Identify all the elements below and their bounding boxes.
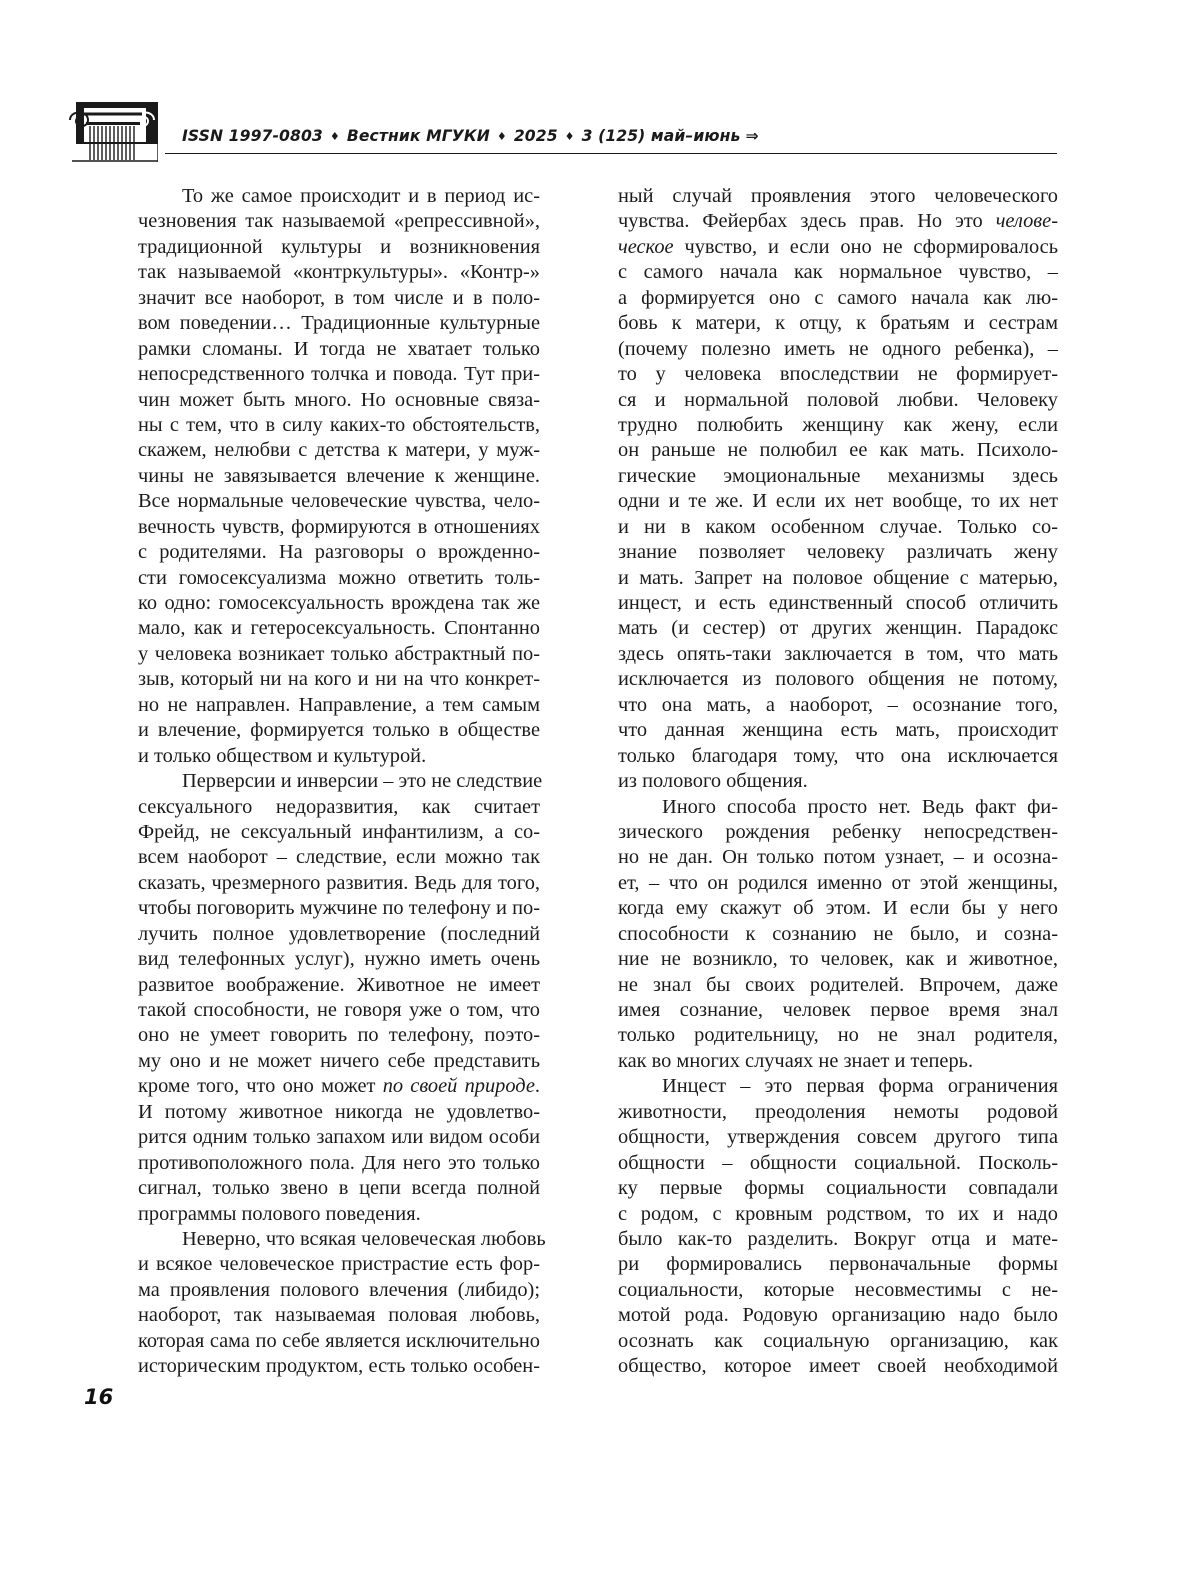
running-header: [182, 127, 759, 145]
text-line: трудно полюбить женщину как жену, если: [618, 413, 1058, 436]
text-line: ся и нормальной половой любви. Человеку: [618, 388, 1058, 411]
text-line: бовь к матери, к отцу, к братьям и сестрам: [618, 312, 1058, 335]
text-line: Фрейд, не сексуальный инфантилизм, а со-: [138, 820, 540, 843]
text-line: и ни в каком особенном случае. Только со-: [618, 515, 1058, 538]
text-line: инцест, и есть единственный способ отличить: [618, 592, 1058, 614]
text-line: Инцест – это первая форма ограничения: [662, 1075, 1058, 1098]
text-line: рится одним только запахом или видом особи: [138, 1126, 540, 1149]
text-line: ный случай проявления этого человеческого: [618, 185, 1058, 207]
text-line: сигнал, только звено в цепи всегда полной: [138, 1177, 540, 1200]
italic-text: по своей природе: [382, 1075, 535, 1098]
text-line: То же самое происходит и в период ис-: [182, 185, 540, 207]
separator-diamond: ♦: [564, 130, 575, 143]
text-line: историческим продуктом, есть только особен-: [138, 1355, 540, 1378]
text-line: но не направлен. Направление, а тем самым: [138, 693, 540, 716]
text-line: он раньше не полюбил ее как мать. Психоло-: [618, 439, 1058, 462]
text-line: животности, преодоления немоты родовой: [618, 1100, 1058, 1123]
text-line: социальности, которые несовместимы с не-: [618, 1278, 1058, 1301]
text-line: Перверсии и инверсии – это не следствие: [182, 770, 543, 793]
text-line: ческое чувство, и если оно не сформировалось: [618, 235, 1058, 258]
text-line: мать (и сестер) от других женщин. Парадокс: [618, 617, 1058, 640]
text-line: то у человека впоследствии не формирует-: [618, 363, 1058, 386]
text-line: ние не возникло, то человек, как и животное,: [618, 948, 1058, 971]
text-line: зического рождения ребенку непосредствен-: [618, 820, 1058, 843]
text-line: что она мать, а наоборот, – осознание того,: [618, 693, 1058, 716]
text-line: способности к сознанию не было, и созна-: [618, 922, 1058, 945]
page-number: 16: [84, 1385, 114, 1409]
header-rule: [165, 153, 1057, 154]
text-line: у человека возникает только абстрактный по-: [138, 642, 540, 665]
text-line: Все нормальные человеческие чувства, чело-: [138, 490, 540, 513]
issue: 3 (125) май–июнь: [581, 127, 741, 145]
text-line: (почему полезно иметь не одного ребенка), –: [618, 337, 1058, 360]
text-line: исключается из полового общения не потому,: [618, 668, 1058, 691]
text-line: здесь опять-таки заключается в том, что мать: [618, 642, 1058, 665]
text-line: с самого начала как нормальное чувство, –: [618, 261, 1058, 284]
text-line: чезновения так называемой «репрессивной»,: [138, 210, 540, 233]
text-line: лучить полное удовлетворение (последний: [138, 922, 540, 945]
text-line: когда ему скажут об этом. И если бы у него: [618, 897, 1058, 920]
text-line: мотой рода. Родовую организацию надо было: [618, 1304, 1058, 1327]
text-line: только благодаря тому, что она исключается: [618, 744, 1058, 767]
text-line: всем наоборот – следствие, если можно так: [138, 846, 540, 869]
text-line: чины не завязывается влечение к женщине.: [138, 464, 540, 487]
text-line: Неверно, что всякая человеческая любовь: [182, 1227, 546, 1250]
text-line: непосредственного толчка и повода. Тут при-: [138, 363, 540, 386]
text-line: традиционной культуры и возникновения: [138, 235, 540, 258]
text-line: чтобы поговорить мужчине по телефону и по-: [138, 897, 540, 920]
text-line: сти гомосексуализма можно ответить толь-: [138, 566, 540, 589]
italic-text: челове-: [995, 210, 1058, 233]
text-line: мало, как и гетеросексуальность. Спонтанно: [138, 617, 540, 640]
text-line: общности, утверждения совсем другого типа: [618, 1126, 1058, 1149]
text-line: кроме того, что оно может по своей природе.: [138, 1075, 541, 1098]
text-line: му оно и не может ничего себе представить: [138, 1049, 540, 1072]
text-line: чувства. Фейербах здесь прав. Но это челове-: [618, 210, 1058, 233]
text-line: Иного способа просто нет. Ведь факт фи-: [662, 795, 1058, 818]
text-line: ет, – что он родился именно от этой женщины,: [618, 871, 1058, 894]
journal-title: Вестник МГУКИ: [346, 127, 490, 145]
separator-diamond: ♦: [329, 130, 340, 143]
text-line: ны с тем, что в силу каких-то обстоятельств,: [138, 413, 540, 436]
text-line: с родом, с кровным родством, то их и надо: [618, 1202, 1058, 1225]
text-line: ма проявления полового влечения (либидо);: [138, 1278, 540, 1301]
text-line: значит все наоборот, в том числе и в поло-: [138, 286, 540, 309]
text-line: общество, которое имеет своей необходимой: [618, 1355, 1058, 1378]
text-line: и всякое человеческое пристрастие есть фор-: [138, 1253, 540, 1276]
year: 2025: [513, 127, 558, 145]
text-line: вом поведении… Традиционные культурные: [138, 312, 540, 335]
text-line: что данная женщина есть мать, происходит: [618, 719, 1058, 742]
text-line: противоположного пола. Для него это только: [138, 1151, 540, 1174]
text-line: одни и те же. И если их нет вообще, то их нет: [618, 490, 1058, 513]
text-line: и мать. Запрет на половое общение с матерью,: [618, 566, 1058, 589]
text-line: имея сознание, человек первое время знал: [618, 999, 1058, 1021]
text-line: гические эмоциональные механизмы здесь: [618, 464, 1058, 487]
left-text-column: [138, 184, 546, 1380]
text-line: ко одно: гомосексуальность врождена так же: [138, 592, 540, 614]
text-line: из полового общения.: [618, 770, 808, 793]
text-line: сказать, чрезмерного развития. Ведь для того,: [138, 871, 540, 894]
text-line: чин может быть много. Но основные связа-: [138, 388, 540, 411]
text-line: и влечение, формируется только в обществе: [138, 719, 540, 742]
text-line: такой способности, не говоря уже о том, что: [138, 999, 540, 1021]
right-text-column: [618, 184, 1058, 1380]
text-line: вечность чувств, формируются в отношениях: [138, 515, 540, 538]
text-line: а формируется оно с самого начала как лю-: [618, 286, 1058, 309]
next-page-arrow-icon: ⇒: [745, 127, 759, 145]
text-line: но не дан. Он только потом узнает, – и осозна-: [618, 846, 1058, 869]
text-line: развитое воображение. Животное не имеет: [138, 973, 540, 996]
text-line: общности – общности социальной. Посколь-: [618, 1151, 1058, 1174]
text-line: с родителями. На разговоры о врожденно-: [138, 541, 540, 564]
text-line: ри формировались первоначальные формы: [618, 1253, 1058, 1276]
text-line: рамки сломаны. И тогда не хватает только: [138, 337, 540, 360]
text-line: оно не умеет говорить по телефону, поэто-: [138, 1024, 540, 1047]
text-line: наоборот, так называемая половая любовь,: [138, 1304, 540, 1327]
text-line: знание позволяет человеку различать жену: [618, 541, 1058, 564]
text-line: только родительницу, но не знал родителя,: [618, 1024, 1058, 1047]
text-line: программы полового поведения.: [138, 1202, 421, 1225]
text-line: осознать как социальную организацию, как: [618, 1329, 1058, 1352]
text-line: как во многих случаях не знает и теперь.: [618, 1049, 974, 1072]
text-line: и только обществом и культурой.: [138, 744, 427, 767]
text-line: сексуального недоразвития, как считает: [138, 795, 540, 818]
text-line: не знал бы своих родителей. Впрочем, даже: [618, 973, 1058, 996]
text-line: И потому животное никогда не удовлетво-: [138, 1100, 540, 1123]
text-line: вид телефонных услуг), нужно иметь очень: [138, 948, 540, 971]
text-line: скажем, нелюбви с детства к матери, у муж-: [138, 439, 540, 462]
text-line: так называемой «контркультуры». «Контр-»: [138, 261, 540, 284]
text-line: которая сама по себе является исключительно: [138, 1329, 540, 1352]
italic-text: ческое: [618, 235, 674, 258]
text-line: было как-то разделить. Вокруг отца и мате-: [618, 1227, 1058, 1250]
issn: ISSN 1997-0803: [182, 127, 323, 145]
ionic-column-capital-icon: [66, 102, 158, 162]
separator-diamond: ♦: [496, 130, 507, 143]
text-line: зыв, который ни на кого и ни на что конкрет-: [138, 668, 540, 691]
text-line: ку первые формы социальности совпадали: [618, 1177, 1058, 1200]
